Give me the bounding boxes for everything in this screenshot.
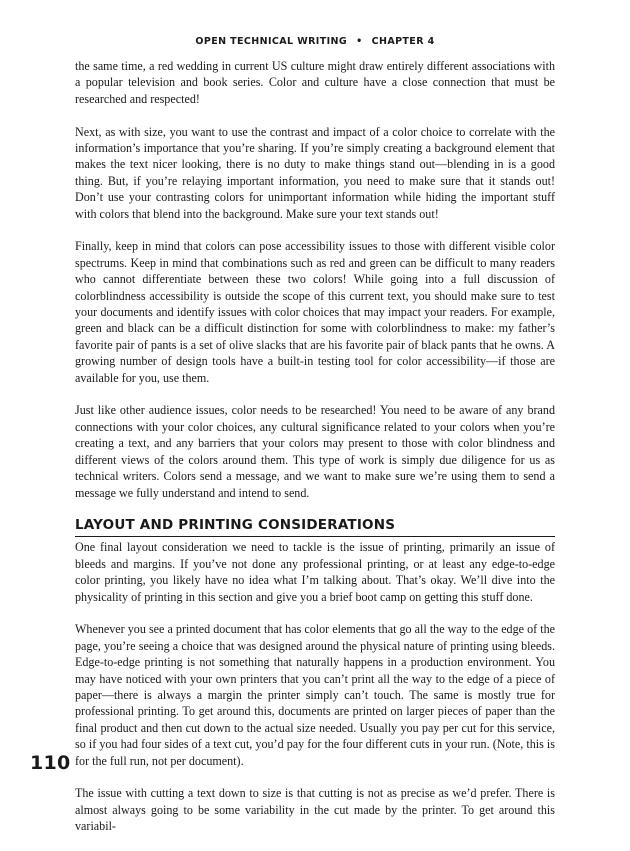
page-body	[75, 58, 555, 851]
page-number: 110	[30, 752, 71, 774]
running-header	[0, 36, 630, 47]
section-heading: LAYOUT AND PRINTING CONSIDERATIONS	[75, 517, 555, 537]
book-title: OPEN TECHNICAL WRITING	[195, 36, 348, 47]
body-paragraph: One final layout consideration we need to tackle is the issue of printing, primarily an issue of bleeds and margins. If you’ve not done any professional printing, or at least any edge-to-edge color printing, you likely have no idea what I’m talking about. That’s okay. We’ll dive into the physicality of printing in this section and give you a brief boot camp on getting this stuff done.	[75, 540, 555, 604]
body-paragraph: The issue with cutting a text down to size is that cutting is not as precise as we’d prefer. There is almost always going to be some variability in the cut made by the printer. To get around this variabil-	[75, 786, 555, 834]
body-paragraph: Just like other audience issues, color needs to be researched! You need to be aware of any brand connections with your color choices, any cultural significance related to your colors when you’re creating a text, and any barriers that your colors may present to those with color blindness and different views of the colors around them. This type of work is simply due diligence for us as technical writers. Colors send a message, and we want to make sure we’re using them to send a message we fully understand and intend to send.	[75, 403, 555, 500]
chapter-label: CHAPTER 4	[371, 36, 435, 47]
body-paragraph: Finally, keep in mind that colors can pose accessibility issues to those with different visible color spectrums. Keep in mind that combinations such as red and green can be difficult to many readers who cannot differentiate between these two colors! While going into a full discussion of colorblindness accessibility is outside the scope of this current text, you should make sure to test your documents and identify issues with color choices that may impact your readers. For example, green and black can be a difficult distinction for some with colorblindness to make: my father’s favorite pair of pants is a set of olive slacks that are his favorite pair of black pants that he owns. A growing number of design tools have a built-in testing tool for color accessibility—if those are available for you, use them.	[75, 239, 555, 385]
body-paragraph: Next, as with size, you want to use the contrast and impact of a color choice to correlate with the information’s importance that you’re sharing. If you’re simply creating a background element that makes the text nicer looking, there is no duty to make things stand out—blending in is a good thing. But, if you’re relaying important information, you need to make sure that it stands out! Don’t use your contrasting colors for unimportant information while hiding the important stuff with colors that blend into the background. Make sure your text stands out!	[75, 124, 555, 221]
body-paragraph: Whenever you see a printed document that has color elements that go all the way to the edge of the page, you’re seeing a choice that was designed around the physical nature of printing using bleeds. Edge-to-edge printing is not something that naturally happens in a production environment. You may have noticed with your own printers that you can’t print all the way to the edge of a piece of paper—there is always a margin the printer simply can’t touch. The same is mostly true for professional printing. To get around this, documents are printed on larger pieces of paper than the final product and then cut down to the actual size needed. Usually you pay per cut for this service, so if you had four sides of a text cut, you’d pay for the four different cuts in your run. (Note, this is for the full run, not per document).	[75, 622, 555, 768]
header-separator: •	[356, 36, 363, 47]
body-paragraph: the same time, a red wedding in current US culture might draw entirely different associations with a popular television and book series. Color and culture have a close connection that must be researched and respected!	[75, 59, 555, 106]
